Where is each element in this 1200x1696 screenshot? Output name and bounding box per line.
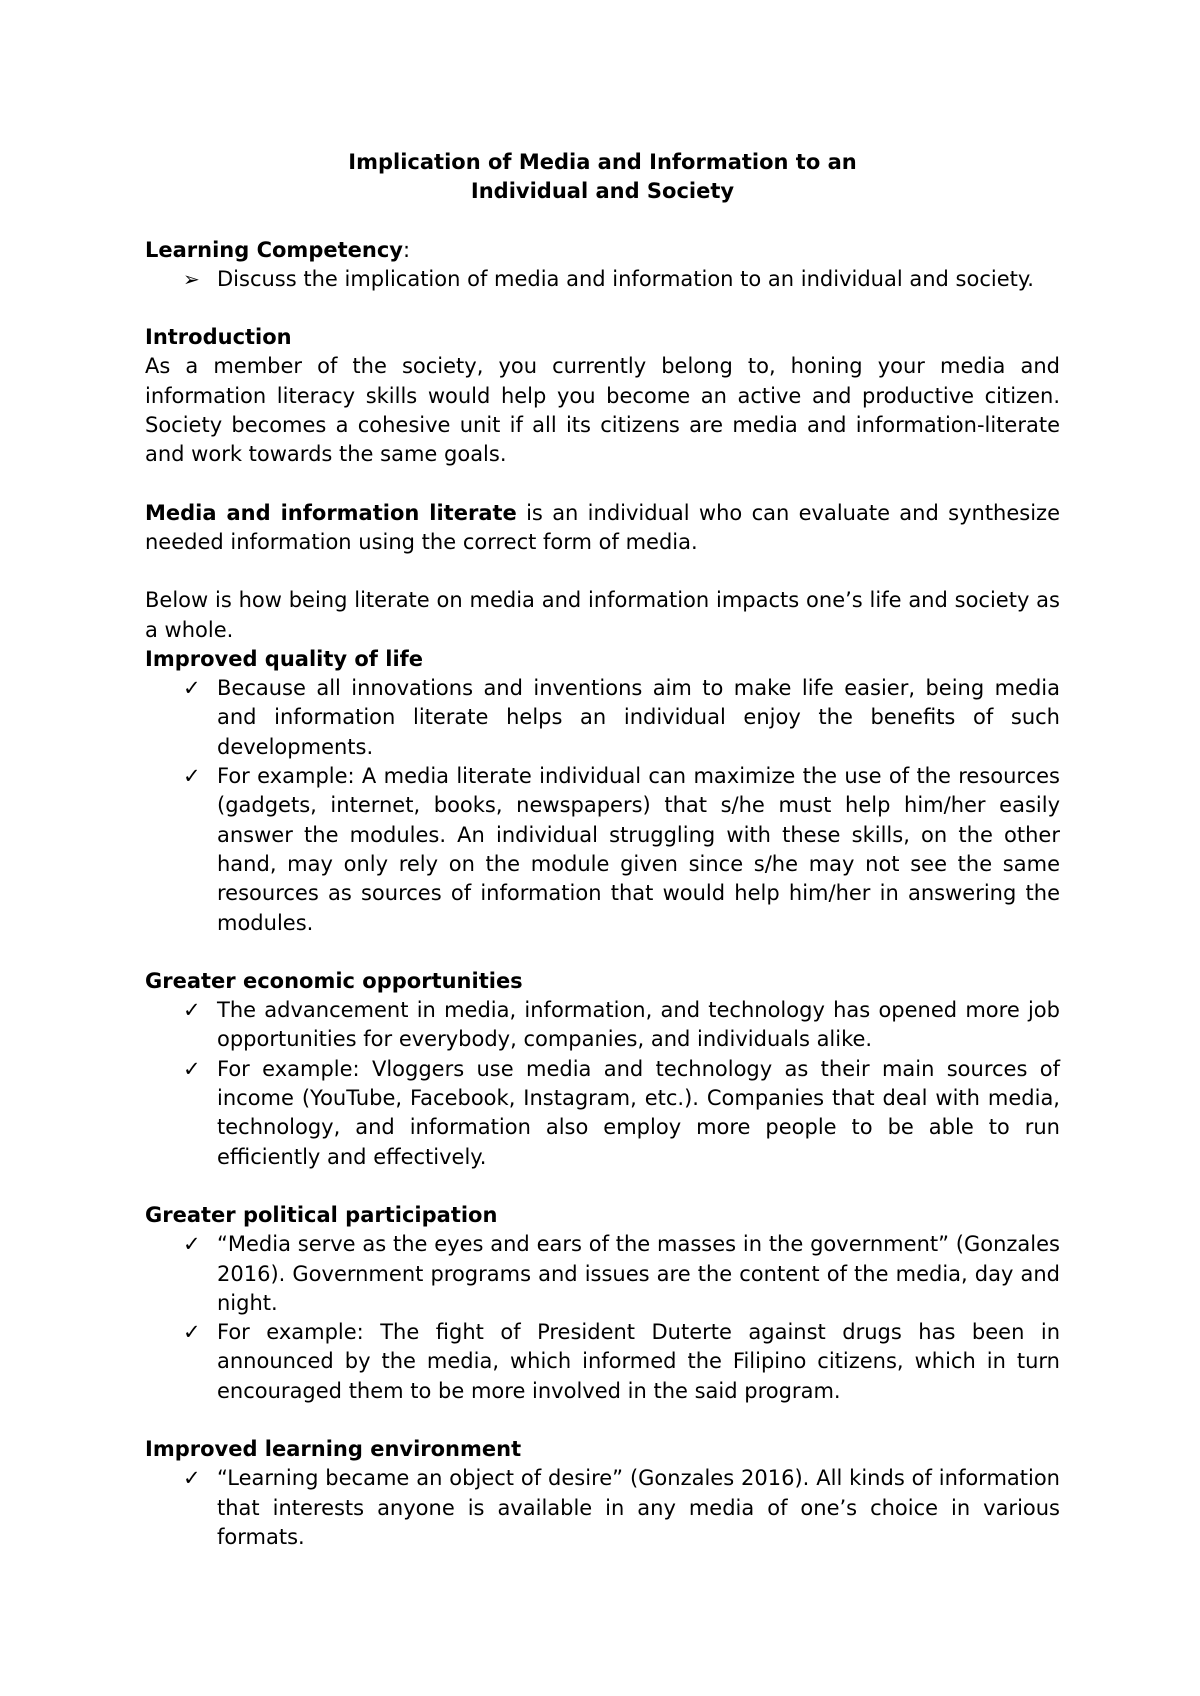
- competency-item-text: Discuss the implication of media and information to an individual and society.: [217, 266, 1034, 291]
- section-heading-learning: Improved learning environment: [145, 1436, 522, 1461]
- definition-rest: is an individual who can evaluate and synthesize needed information using the correct form of media.: [145, 500, 1060, 554]
- check-mark-icon: ✓: [183, 764, 201, 789]
- competency-heading: Learning Competency: [145, 237, 403, 262]
- introduction-body: As a member of the society, you currently belong to, honing your media and information literacy skills would help you become an active and productive citizen. Society becomes a cohesive unit if all its citizens are media and information-literate and work towards the same goals.: [145, 354, 1060, 467]
- list-item-text: For example: A media literate individual can maximize the use of the resources (gadgets, internet, books, newspapers) that s/he must help him/her easily answer the modules. An individual struggling with these skills, on the other hand, may only rely on the module given since s/he may not see the same resources as sources of information that would help him/her in answering the modules.: [217, 764, 1060, 935]
- list-item-text: For example: Vloggers use media and technology as their main sources of income (YouTube, Facebook, Instagram, etc.). Companies that deal with media, technology, and information also employ more people to be able to run efficiently and effectively.: [217, 1056, 1060, 1169]
- section-heading-quality-of-life: Improved quality of life: [145, 646, 424, 671]
- below-paragraph: Below is how being literate on media and information impacts one’s life and society as a whole.: [145, 588, 1060, 642]
- competency-item: [145, 265, 1060, 294]
- check-mark-icon: ✓: [183, 998, 201, 1023]
- section-heading-political: Greater political participation: [145, 1202, 498, 1227]
- list-item-text: “Learning became an object of desire” (Gonzales 2016). All kinds of information that interests anyone is available in any media of one’s choice in various formats.: [217, 1466, 1060, 1549]
- list-item: [145, 762, 1060, 938]
- list-item: [145, 1318, 1060, 1406]
- list-item-text: Because all innovations and inventions aim to make life easier, being media and information literate helps an individual enjoy the benefits of such developments.: [217, 676, 1060, 759]
- spacer: [145, 294, 1060, 323]
- section-heading-economic: Greater economic opportunities: [145, 968, 523, 993]
- spacer: [145, 1406, 1060, 1435]
- spacer: [145, 207, 1060, 236]
- list-item: [145, 1464, 1060, 1552]
- list-item: [145, 996, 1060, 1055]
- document-body: [145, 148, 1060, 1552]
- check-mark-icon: ✓: [183, 1232, 201, 1257]
- check-mark-icon: ✓: [183, 1056, 201, 1081]
- check-mark-icon: ✓: [183, 1320, 201, 1345]
- list-item-text: For example: The fight of President Duterte against drugs has been in announced by the media, which informed the Filipino citizens, which in turn encouraged them to be more involved in the said program.: [217, 1320, 1060, 1403]
- list-item: [145, 1230, 1060, 1318]
- list-item: [145, 674, 1060, 762]
- list-item-text: The advancement in media, information, and technology has opened more job opportunities for everybody, companies, and individuals alike.: [217, 998, 1060, 1052]
- arrow-bullet-icon: ➢: [183, 266, 200, 291]
- definition-paragraph: [145, 499, 1060, 558]
- check-mark-icon: ✓: [183, 1466, 201, 1491]
- spacer: [145, 557, 1060, 586]
- spacer: [145, 1172, 1060, 1201]
- competency-heading-line: [145, 236, 1060, 265]
- document-title-line-2: Individual and Society: [470, 179, 735, 204]
- spacer: [145, 470, 1060, 499]
- list-item-text: “Media serve as the eyes and ears of the masses in the government” (Gonzales 2016). Government programs and issues are the content of the media, day and night.: [217, 1232, 1060, 1315]
- check-mark-icon: ✓: [183, 676, 201, 701]
- document-title-line-1: Implication of Media and Information to an: [348, 150, 857, 174]
- spacer: [145, 938, 1060, 967]
- list-item: [145, 1055, 1060, 1172]
- competency-colon: :: [402, 237, 411, 262]
- introduction-heading: Introduction: [145, 325, 292, 350]
- definition-term: Media and information literate: [145, 500, 517, 525]
